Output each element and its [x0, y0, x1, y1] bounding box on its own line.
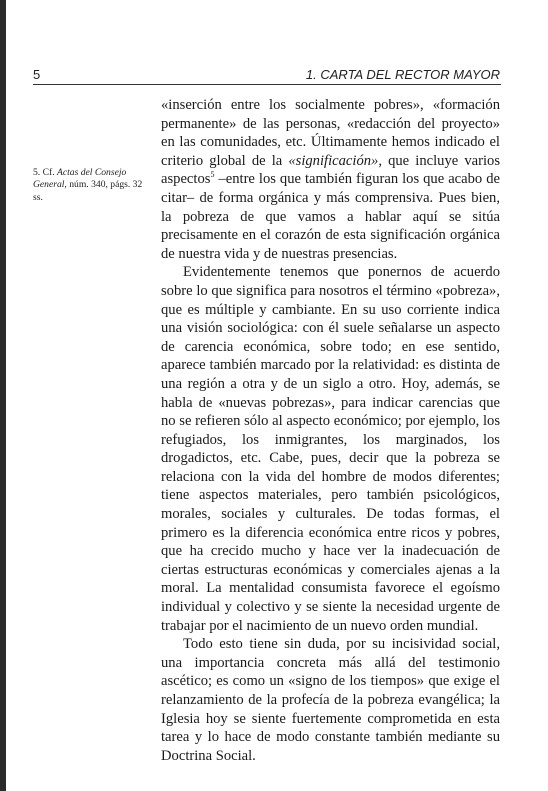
footnote-rest: núm. 340, págs. 32 ss. — [33, 179, 143, 203]
paragraph-2: Evidentemente tenemos que ponernos de acuerdo sobre lo que significa para nosotros el término «pobreza», que es múltiple y cambiante. En su uso corriente indica una visión sociológica: con él suele señalarse un aspecto de carencia económica, sobre todo; en ese sentido, aparece también marcado por la relatividad: es distinta de una región a otra y de un siglo a otro. Hoy, además, se habla de «nuevas pobrezas», para indicar carencias que no se refieren sólo al aspecto económico; por ejemplo, los refugiados, los inmigrantes, los marginados, los drogadictos, etc. Cabe, pues, decir que la pobreza se relaciona con la vida del hombre de modos diferentes; tiene aspectos materiales, pero también psicológicos, morales, sociales y culturales. De todas formas, el primero es la diferencia económica entre ricos y pobres, que ha crecido mucho y hace ver la inadecuación de ciertas estructuras económicas y comerciales ajenas a la moral. La mentalidad consumista favorece el egoísmo individual y colectivo y se siente la necesidad urgente de trabajar por el nacimiento de un nuevo orden mundial. — [161, 264, 500, 634]
paragraph-1-text-c: –entre los que también figuran los que acabo de citar– de forma orgánica y más comprensiva. Pues bien, la pobreza de que vamos a hablar aquí se sitúa precisamente en el corazón de esta significación orgánica de nuestra vida y de nuestras presencias. — [161, 171, 500, 262]
footnote-title: Actas del Consejo General, — [33, 167, 127, 191]
footnote-number: 5. — [33, 167, 41, 178]
footnote-reference: 5 — [210, 170, 215, 180]
page-edge — [0, 0, 6, 791]
body-text — [161, 96, 500, 765]
paragraph-3: Todo esto tiene sin duda, por su incisividad social, una importancia concreta más allá del testimonio ascético; es como un «signo de los tiempos» que exige el relanzamiento de la profecía de la pobreza evangélica; la Iglesia hoy se siente fuertemente comprometida en esta tarea y lo hace de modo constante también mediante su Doctrina Social. — [161, 636, 500, 764]
header-rule — [33, 84, 501, 85]
paragraph-1-text-a: «inserción entre los socialmente pobres», «formación permanente» de las personas, «redacción del proyecto» en las comunidades, etc. Últimamente hemos indicado el criterio global de la — [161, 97, 500, 169]
page-header — [33, 67, 500, 85]
running-title: 1. CARTA DEL RECTOR MAYOR — [305, 67, 500, 82]
page-number: 5 — [33, 67, 41, 82]
paragraph-1-text-b: que incluye varios aspectos — [161, 152, 500, 188]
footnote — [33, 167, 151, 204]
footnote-prefix: Cf. — [42, 167, 55, 178]
paragraph-1-emphasis: «significación», — [288, 152, 382, 169]
paragraph-1 — [161, 96, 500, 263]
